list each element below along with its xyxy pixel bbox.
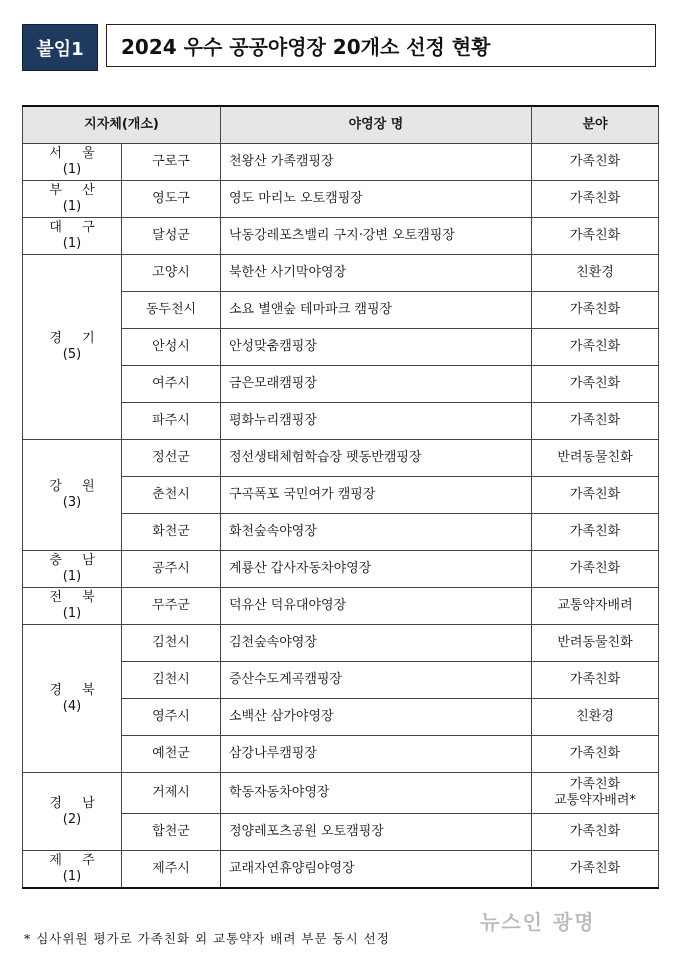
field-cell: 친환경 [532,255,659,292]
field-cell: 가족친화 [532,851,659,889]
region-cell [23,181,122,218]
field-cell: 가족친화 [532,514,659,551]
watermark: 뉴스인 광명 [480,910,596,934]
campsite-name-cell: 금은모래캠핑장 [221,366,532,403]
field-cell [532,773,659,814]
region-cell [23,255,122,440]
city-cell: 달성군 [122,218,221,255]
field-cell: 반려동물친화 [532,440,659,477]
city-cell: 화천군 [122,514,221,551]
column-header-region: 지자체(개소) [23,106,221,144]
city-cell: 파주시 [122,403,221,440]
table-row [23,773,659,814]
page-title: 2024 우수 공공야영장 20개소 선정 현황 [106,24,656,67]
field-cell: 가족친화 [532,329,659,366]
table-body [23,144,659,889]
column-header-field: 분야 [532,106,659,144]
city-cell: 춘천시 [122,477,221,514]
region-count: (1) [62,199,82,214]
field-label: 가족친화 [569,777,621,792]
campsite-name-cell: 덕유산 덕유대야영장 [221,588,532,625]
city-cell: 공주시 [122,551,221,588]
campsite-name-cell: 낙동강레포츠밸리 구지·강변 오토캠핑장 [221,218,532,255]
city-cell: 안성시 [122,329,221,366]
campsite-name-cell: 화천숲속야영장 [221,514,532,551]
field-cell: 가족친화 [532,181,659,218]
city-cell: 영주시 [122,699,221,736]
region-cell [23,588,122,625]
field-cell: 가족친화 [532,814,659,851]
city-cell: 합천군 [122,814,221,851]
campsite-name-cell: 소백산 삼가야영장 [221,699,532,736]
field-cell: 가족친화 [532,366,659,403]
region-name: 제 주 [49,853,103,868]
region-name: 경 남 [49,795,103,811]
campsite-name-cell: 북한산 사기막야영장 [221,255,532,292]
table-row [23,144,659,181]
city-cell: 고양시 [122,255,221,292]
region-cell [23,551,122,588]
field-cell: 가족친화 [532,662,659,699]
table-row [23,218,659,255]
table-row [23,851,659,889]
region-cell [23,144,122,181]
city-cell: 정선군 [122,440,221,477]
table-row [23,440,659,477]
field-cell: 친환경 [532,699,659,736]
region-count: (1) [62,606,82,621]
table-row [23,551,659,588]
field-label-secondary: 교통약자배려* [554,793,636,808]
field-cell: 가족친화 [532,477,659,514]
city-cell: 여주시 [122,366,221,403]
region-name: 경 기 [49,331,103,346]
table-header-row [23,106,659,144]
city-cell: 예천군 [122,736,221,773]
region-name: 대 구 [49,220,103,235]
document-header [22,24,658,71]
campsite-table [22,105,659,889]
region-name: 부 산 [49,183,103,198]
field-cell: 가족친화 [532,736,659,773]
city-cell: 동두천시 [122,292,221,329]
campsite-name-cell: 학동자동차야영장 [221,773,532,814]
footnote: * 심사위원 평가로 가족친화 외 교통약자 배려 부문 동시 선정 [24,931,390,946]
field-cell: 가족친화 [532,218,659,255]
city-cell: 구로구 [122,144,221,181]
field-cell: 가족친화 [532,144,659,181]
column-header-name: 야영장 명 [221,106,532,144]
campsite-name-cell: 삼강나루캠핑장 [221,736,532,773]
city-cell: 영도구 [122,181,221,218]
region-count: (5) [62,347,82,362]
region-count: (1) [62,236,82,251]
region-name: 경 북 [49,682,103,698]
city-cell: 김천시 [122,625,221,662]
campsite-name-cell: 교래자연휴양림야영장 [221,851,532,889]
campsite-name-cell: 구곡폭포 국민여가 캠핑장 [221,477,532,514]
region-cell [23,773,122,851]
campsite-name-cell: 영도 마리노 오토캠핑장 [221,181,532,218]
field-cell: 가족친화 [532,551,659,588]
campsite-name-cell: 김천숲속야영장 [221,625,532,662]
region-cell [23,851,122,889]
campsite-name-cell: 소요 별앤숲 테마파크 캠핑장 [221,292,532,329]
campsite-name-cell: 증산수도계곡캠핑장 [221,662,532,699]
campsite-name-cell: 천왕산 가족캠핑장 [221,144,532,181]
region-count: (2) [62,811,82,827]
region-name: 충 남 [49,553,103,568]
city-cell: 거제시 [122,773,221,814]
region-count: (1) [62,162,82,177]
region-cell [23,218,122,255]
attachment-badge: 붙임1 [22,24,98,71]
region-count: (1) [62,869,82,884]
region-name: 전 북 [49,590,103,605]
campsite-name-cell: 정양레포츠공원 오토캠핑장 [221,814,532,851]
campsite-name-cell: 안성맞춤캠핑장 [221,329,532,366]
table-row [23,181,659,218]
city-cell: 김천시 [122,662,221,699]
region-cell [23,625,122,773]
region-count: (1) [62,569,82,584]
campsite-name-cell: 평화누리캠핑장 [221,403,532,440]
field-cell: 가족친화 [532,292,659,329]
region-name: 서 울 [49,146,103,161]
table-row [23,588,659,625]
city-cell: 무주군 [122,588,221,625]
region-name: 강 원 [49,479,103,494]
region-count: (3) [62,495,82,510]
table-row [23,255,659,292]
campsite-name-cell: 계룡산 갑사자동차야영장 [221,551,532,588]
field-cell: 반려동물친화 [532,625,659,662]
region-cell [23,440,122,551]
campsite-name-cell: 정선생태체험학습장 펫동반캠핑장 [221,440,532,477]
city-cell: 제주시 [122,851,221,889]
table-row [23,625,659,662]
region-count: (4) [62,698,82,714]
field-cell: 가족친화 [532,403,659,440]
field-cell: 교통약자배려 [532,588,659,625]
